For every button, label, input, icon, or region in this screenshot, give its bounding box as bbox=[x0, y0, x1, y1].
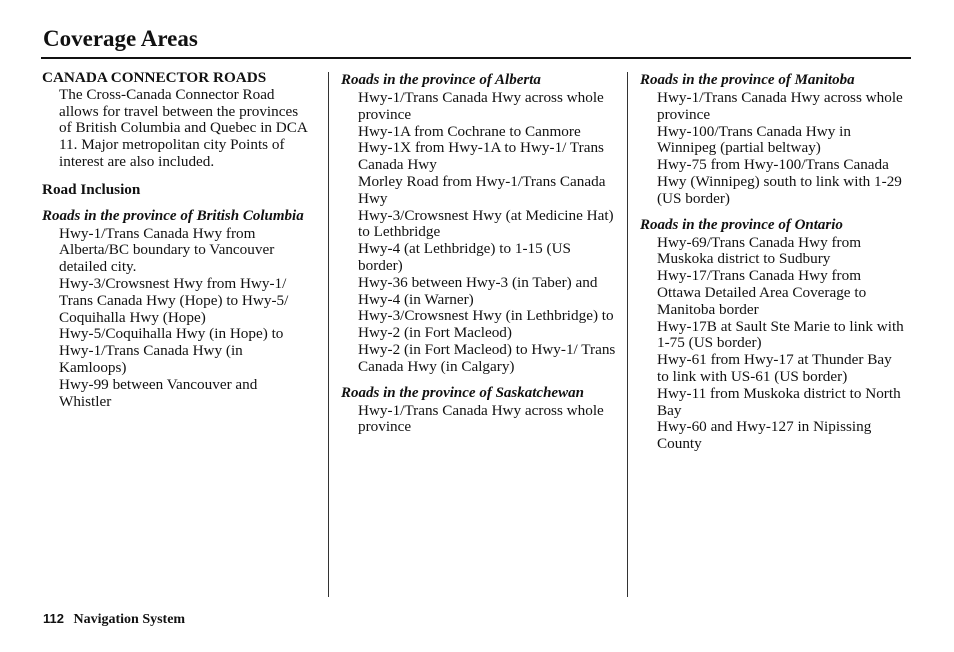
road-item: Hwy-1X from Hwy-1A to Hwy-1/ Trans Canada Hwy bbox=[358, 139, 604, 174]
road-item: Hwy-1/Trans Canada Hwy across whole province bbox=[657, 89, 903, 123]
road-item: Hwy-36 between Hwy-3 (in Taber) and Hwy-4 (in Warner) bbox=[358, 273, 598, 308]
region-heading: Roads in the province of Alberta bbox=[341, 72, 541, 88]
road-item: Hwy-11 from Muskoka district to North Bay bbox=[657, 384, 901, 419]
region-saskatchewan bbox=[341, 383, 616, 437]
road-item: Hwy-1/Trans Canada Hwy across whole province bbox=[358, 401, 604, 436]
road-item: Hwy-69/Trans Canada Hwy from Muskoka district to Sudbury bbox=[657, 233, 862, 268]
road-item: Hwy-17B at Sault Ste Marie to link with 1-75 (US border) bbox=[657, 317, 904, 352]
road-item: Hwy-4 (at Lethbridge) to 1-15 (US border) bbox=[358, 240, 571, 274]
road-item: Hwy-17/Trans Canada Hwy from Ottawa Detailed Area Coverage to Manitoba border bbox=[657, 267, 867, 318]
road-item: Hwy-3/Crowsnest Hwy (in Lethbridge) to Hwy-2 (in Fort Macleod) bbox=[358, 307, 614, 342]
region-heading: Roads in the province of Saskatchewan bbox=[341, 384, 584, 401]
road-item: Hwy-2 (in Fort Macleod) to Hwy-1/ Trans Canada Hwy (in Calgary) bbox=[358, 340, 616, 375]
column-divider-2 bbox=[627, 72, 628, 597]
region-ontario bbox=[640, 215, 905, 453]
column-3 bbox=[640, 70, 905, 456]
road-item: Hwy-1A from Cochrane to Canmore bbox=[358, 122, 581, 140]
region-british-columbia bbox=[42, 206, 312, 411]
road-item: Hwy-100/Trans Canada Hwy in Winnipeg (partial beltway) bbox=[657, 122, 851, 157]
column-divider-1 bbox=[328, 72, 329, 597]
column-1 bbox=[42, 70, 312, 413]
road-item: Hwy-75 from Hwy-100/Trans Canada Hwy (Winnipeg) south to link with 1-29 (US border) bbox=[657, 156, 902, 207]
title-divider bbox=[41, 57, 911, 59]
road-item: Hwy-3/Crowsnest Hwy from Hwy-1/ Trans Canada Hwy (Hope) to Hwy-5/ Coquihalla Hwy (Hope) bbox=[59, 274, 289, 326]
road-item: Hwy-3/Crowsnest Hwy (at Medicine Hat) to Lethbridge bbox=[358, 206, 614, 241]
road-inclusion-heading: Road Inclusion bbox=[42, 180, 141, 198]
region-heading: Roads in the province of British Columbia bbox=[42, 207, 304, 224]
column-2 bbox=[341, 70, 616, 439]
footer-section-label: Navigation System bbox=[73, 612, 186, 627]
intro-paragraph: The Cross-Canada Connector Road allows for travel between the provinces of British Columbia and Quebec in DCA 11. Major metropolitan city Points of interest are also included. bbox=[59, 85, 308, 170]
road-item: Hwy-61 from Hwy-17 at Thunder Bay to link with US-61 (US border) bbox=[657, 351, 892, 385]
page-title: Coverage Areas bbox=[43, 26, 198, 51]
page-footer bbox=[43, 610, 185, 629]
region-alberta bbox=[341, 70, 616, 376]
road-item: Hwy-60 and Hwy-127 in Nipissing County bbox=[657, 418, 872, 453]
page-number: 112 bbox=[43, 611, 64, 626]
road-item: Hwy-1/Trans Canada Hwy from Alberta/BC boundary to Vancouver detailed city. bbox=[59, 224, 275, 276]
region-heading: Roads in the province of Manitoba bbox=[640, 72, 855, 88]
road-item: Hwy-5/Coquihalla Hwy (in Hope) to Hwy-1/Trans Canada Hwy (in Kamloops) bbox=[59, 325, 284, 376]
road-item: Hwy-1/Trans Canada Hwy across whole province bbox=[358, 89, 604, 123]
section-heading-canada-connector: CANADA CONNECTOR ROADS bbox=[42, 69, 267, 86]
road-item: Morley Road from Hwy-1/Trans Canada Hwy bbox=[358, 172, 606, 207]
region-heading: Roads in the province of Ontario bbox=[640, 216, 843, 233]
region-manitoba bbox=[640, 70, 905, 208]
road-item: Hwy-99 between Vancouver and Whistler bbox=[59, 375, 258, 410]
